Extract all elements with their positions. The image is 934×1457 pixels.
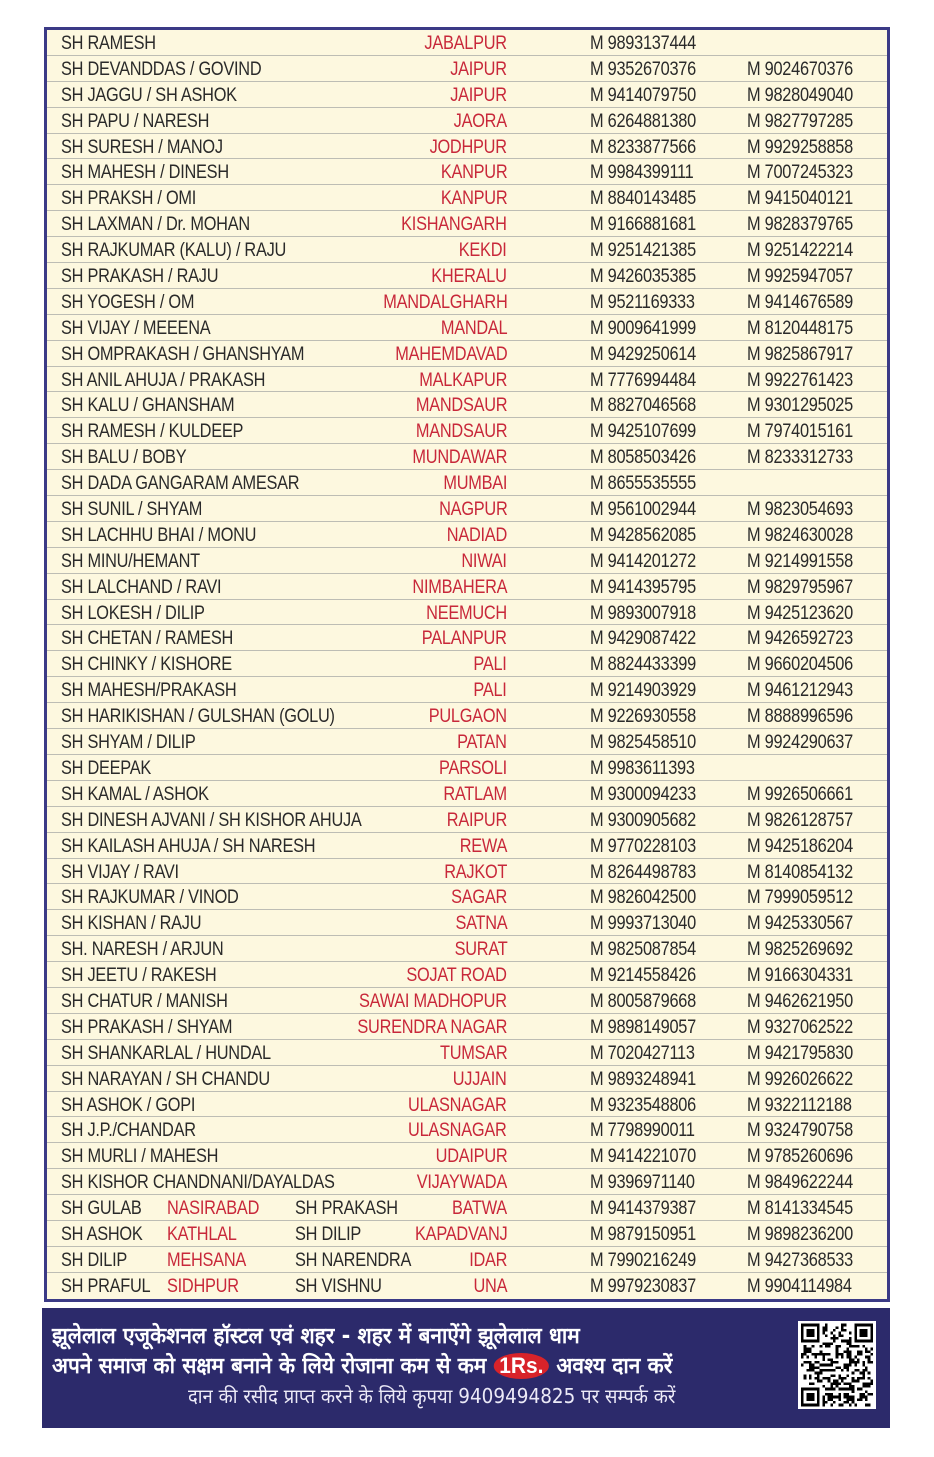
city-name: VIJAYWADA [416,1172,507,1194]
qr-code-icon[interactable] [798,1321,876,1409]
mobile-primary: M 9214903929 [590,680,696,702]
mobile-primary: M 9300094233 [590,783,696,805]
mobile-primary: M 9898149057 [590,1016,696,1038]
mobile-secondary: M 7999059512 [747,887,853,909]
contact-name: SH JAGGU / SH ASHOK [61,84,237,106]
mobile-primary: M 7020427113 [590,1042,695,1064]
table-row-split [47,1273,887,1299]
banner-contact-line: दान की रसीद प्राप्त करने के लिये कृपया 9409494825 पर सम्पर्क करें [188,1384,676,1408]
table-row [47,574,887,600]
mobile-secondary: M 7974015161 [747,421,853,443]
mobile-secondary: M 9462621950 [747,990,853,1012]
mobile-primary: M 8840143485 [590,188,696,210]
table-row [47,625,887,651]
contact-name: SH ASHOK / GOPI [61,1094,196,1116]
mobile-secondary: M 9922761423 [747,369,853,391]
city-name: NIWAI [461,550,507,572]
mobile-secondary: M 9824630028 [747,524,853,546]
one-rupee-badge: 1Rs. [494,1353,550,1379]
table-row [47,108,887,134]
mobile-primary: M 8824433399 [590,654,696,676]
contact-name-2: SH NARENDRA [295,1249,412,1271]
contact-name: SH SUNIL / SHYAM [61,499,203,521]
mobile-secondary: M 9425330567 [747,913,853,935]
city-name-1: NASIRABAD [167,1198,260,1220]
city-name: MANDSAUR [415,395,507,417]
mobile-secondary: M 9322112188 [747,1094,852,1116]
city-name: MANDAL [440,317,507,339]
contact-name: SH BALU / BOBY [61,447,187,469]
mobile-primary: M 9300905682 [590,809,696,831]
table-row [47,211,887,237]
city-name: ULASNAGAR [408,1120,507,1142]
contact-name: SH PRAKASH / RAJU [61,266,219,288]
mobile-primary: M 9561002944 [590,499,696,521]
mobile-secondary: M 8233312733 [747,447,853,469]
banner-appeal [52,1350,672,1380]
mobile-secondary: M 9926026622 [747,1068,853,1090]
contact-name: SH KISHAN / RAJU [61,913,202,935]
mobile-secondary: M 9827797285 [747,110,853,132]
contact-name: SH ANIL AHUJA / PRAKASH [61,369,266,391]
city-name: NIMBAHERA [412,576,507,598]
contact-name-2: SH DILIP [295,1223,362,1245]
mobile-primary: M 9770228103 [590,835,696,857]
table-row [47,341,887,367]
mobile-secondary: M 8888996596 [747,706,853,728]
mobile-primary: M 9984399111 [590,162,694,184]
mobile-primary: M 9352670376 [590,58,696,80]
mobile-secondary: M 9825867917 [747,343,853,365]
city-name: TUMSAR [439,1042,507,1064]
mobile-secondary: M 9660204506 [747,654,853,676]
city-name: SURAT [454,939,507,961]
city-name: NADIAD [446,524,507,546]
mobile-secondary: M 9829795967 [747,576,853,598]
contact-name: SH MINU/HEMANT [61,550,200,572]
mobile-secondary: M 9828379765 [747,214,853,236]
mobile-secondary: M 9414676589 [747,291,853,313]
table-row [47,263,887,289]
mobile-primary: M 9414201272 [590,550,696,572]
table-row [47,1143,887,1169]
contact-name: SH YOGESH / OM [61,291,195,313]
mobile-primary: M 6264881380 [590,110,696,132]
city-name: MUMBAI [443,473,507,495]
city-name: MANDSAUR [415,421,507,443]
mobile-primary: M 9825458510 [590,732,696,754]
city-name: PALANPUR [422,628,507,650]
city-name: PALI [473,654,507,676]
table-row [47,82,887,108]
contact-name: SH. NARESH / ARJUN [61,939,224,961]
city-name: SATNA [455,913,507,935]
mobile-secondary: M 9324790758 [747,1120,853,1142]
mobile-primary: M 9521169333 [590,291,695,313]
mobile-primary: M 7798990011 [590,1120,695,1142]
contact-table [44,27,890,1302]
contact-name: SH KAMAL / ASHOK [61,783,209,805]
mobile-secondary: M 9415040121 [747,188,853,210]
table-row [47,755,887,781]
contact-name: SH SURESH / MANOJ [61,136,223,158]
contact-name: SH DADA GANGARAM AMESAR [61,473,300,495]
mobile-primary: M 9993713040 [590,913,696,935]
mobile-primary: M 9893248941 [590,1068,696,1090]
city-name: NEEMUCH [426,602,507,624]
contact-name: SH CHINKY / KISHORE [61,654,232,676]
mobile-primary: M 9226930558 [590,706,696,728]
table-row-split [47,1247,887,1273]
mobile-secondary: M 9828049040 [747,84,853,106]
contact-name: SH LOKESH / DILIP [61,602,205,624]
mobile-primary: M 9009641999 [590,317,696,339]
table-row [47,237,887,263]
contact-name: SH LAXMAN / Dr. MOHAN [61,214,250,236]
mobile-secondary: M 9785260696 [747,1146,853,1168]
contact-name: SH LALCHAND / RAVI [61,576,222,598]
mobile-secondary: M 9929258858 [747,136,853,158]
mobile-secondary: M 9427368533 [747,1249,853,1271]
mobile-secondary: M 8140854132 [747,861,853,883]
city-name: SURENDRA NAGAR [357,1016,507,1038]
city-name: KHERALU [431,266,507,288]
table-row [47,444,887,470]
table-row [47,833,887,859]
mobile-secondary: M 9166304331 [747,965,853,987]
mobile-primary: M 9251421385 [590,240,696,262]
table-row [47,496,887,522]
contact-name-1: SH PRAFUL [61,1275,151,1297]
mobile-secondary: M 9823054693 [747,499,853,521]
city-name: SAGAR [451,887,507,909]
city-name: KEKDI [459,240,507,262]
banner-headline: झूलेलाल एजूकेशनल हॉस्टल एवं शहर - शहर में बनाऐंगे झूलेलाल धाम [52,1324,580,1349]
table-row [47,289,887,315]
table-row [47,936,887,962]
mobile-secondary: M 9425123620 [747,602,853,624]
mobile-secondary: M 9926506661 [747,783,853,805]
mobile-secondary: M 9898236200 [747,1223,853,1245]
mobile-secondary: M 8120448175 [747,317,853,339]
contact-name-2: SH VISHNU [295,1275,382,1297]
contact-name: SH RAJKUMAR (KALU) / RAJU [61,240,287,262]
city-name: MUNDAWAR [412,447,507,469]
mobile-secondary: M 9825269692 [747,939,853,961]
mobile-primary: M 8264498783 [590,861,696,883]
contact-name: SH LACHHU BHAI / MONU [61,524,257,546]
city-name: KANPUR [440,188,507,210]
mobile-primary: M 9983611393 [590,757,695,779]
contact-name: SH DEEPAK [61,757,152,779]
city-name: JAIPUR [450,84,507,106]
contact-name: SH MAHESH / DINESH [61,162,229,184]
mobile-primary: M 9429087422 [590,628,696,650]
mobile-primary: M 9425107699 [590,421,696,443]
table-row [47,1117,887,1143]
contact-name: SH RAMESH [61,33,156,54]
city-name: NAGPUR [438,499,507,521]
city-name-1: KATHLAL [167,1223,237,1245]
table-row [47,56,887,82]
mobile-primary: M 9214558426 [590,965,696,987]
table-row [47,185,887,211]
city-name-2: BATWA [452,1198,507,1220]
contact-name: SH RAMESH / KULDEEP [61,421,244,443]
mobile-primary: M 8233877566 [590,136,696,158]
mobile-secondary: M 9426592723 [747,628,853,650]
mobile-primary: M 8827046568 [590,395,696,417]
table-row [47,1040,887,1066]
contact-name: SH VIJAY / MEEENA [61,317,211,339]
city-name: PULGAON [428,706,507,728]
table-row [47,807,887,833]
city-name: ULASNAGAR [408,1094,507,1116]
mobile-secondary: M 9925947057 [747,266,853,288]
banner-appeal-text: अपने समाज को सक्षम बनाने के लिये रोजाना कम से कम [52,1354,487,1379]
mobile-primary: M 7776994484 [590,369,696,391]
banner-appeal-text-end: अवश्य दान करें [556,1354,673,1379]
city-name: PARSOLI [439,757,507,779]
table-row-split [47,1221,887,1247]
mobile-secondary: M 9425186204 [747,835,853,857]
city-name-2: KAPADVANJ [414,1223,507,1245]
city-name: SAWAI MADHOPUR [359,990,507,1012]
table-row [47,884,887,910]
contact-name: SH KAILASH AHUJA / SH NARESH [61,835,316,857]
mobile-primary: M 9826042500 [590,887,696,909]
mobile-primary: M 9166881681 [590,214,696,236]
contact-name: SH PAPU / NARESH [61,110,210,132]
mobile-primary: M 9414379387 [590,1198,696,1220]
city-name-1: SIDHPUR [167,1275,239,1297]
mobile-primary: M 9396971140 [590,1172,695,1194]
contact-name-1: SH DILIP [61,1249,128,1271]
mobile-primary: M 9893137444 [590,33,696,54]
mobile-primary: M 9414221070 [590,1146,696,1168]
city-name: KANPUR [440,162,507,184]
contact-name: SH KALU / GHANSHAM [61,395,235,417]
contact-name: SH MURLI / MAHESH [61,1146,219,1168]
city-name: REWA [459,835,507,857]
contact-name-1: SH ASHOK [61,1223,143,1245]
contact-name: SH PRAKSH / OMI [61,188,197,210]
contact-name: SH SHYAM / DILIP [61,732,196,754]
mobile-secondary: M 8141334545 [747,1198,853,1220]
contact-name: SH CHETAN / RAMESH [61,628,234,650]
city-name: RATLAM [443,783,507,805]
contact-name-1: SH GULAB [61,1198,142,1220]
table-row [47,522,887,548]
mobile-secondary: M 9849622244 [747,1172,853,1194]
mobile-primary: M 8655535555 [590,473,696,495]
mobile-primary: M 8005879668 [590,990,696,1012]
city-name: JABALPUR [424,33,507,54]
contact-name: SH NARAYAN / SH CHANDU [61,1068,270,1090]
table-row [47,859,887,885]
contact-name: SH VIJAY / RAVI [61,861,179,883]
city-name: MANDALGHARH [382,291,507,313]
mobile-secondary: M 9024670376 [747,58,853,80]
city-name: MALKAPUR [419,369,507,391]
city-name: UJJAIN [453,1068,507,1090]
mobile-secondary: M 9251422214 [747,240,853,262]
mobile-secondary: M 9904114984 [747,1275,852,1297]
mobile-primary: M 9879150951 [590,1223,696,1245]
table-row [47,703,887,729]
table-row [47,1014,887,1040]
mobile-primary: M 9414395795 [590,576,696,598]
city-name: UDAIPUR [435,1146,507,1168]
mobile-primary: M 9323548806 [590,1094,696,1116]
table-row [47,1092,887,1118]
table-row [47,367,887,393]
contact-name: SH HARIKISHAN / GULSHAN (GOLU) [61,706,335,728]
contact-name: SH DEVANDDAS / GOVIND [61,58,262,80]
contact-name: SH PRAKASH / SHYAM [61,1016,233,1038]
city-name: MAHEMDAVAD [394,343,507,365]
contact-name: SH SHANKARLAL / HUNDAL [61,1042,271,1064]
contact-name: SH CHATUR / MANISH [61,990,228,1012]
city-name: JAIPUR [450,58,507,80]
contact-name: SH MAHESH/PRAKASH [61,680,237,702]
donation-banner [42,1308,890,1428]
city-name: KISHANGARH [401,214,507,236]
mobile-secondary: M 9301295025 [747,395,853,417]
mobile-secondary: M 7007245323 [747,162,853,184]
contact-name: SH RAJKUMAR / VINOD [61,887,239,909]
mobile-primary: M 9426035385 [590,266,696,288]
mobile-secondary: M 9924290637 [747,732,853,754]
mobile-secondary: M 9214991558 [747,550,853,572]
table-row [47,962,887,988]
contact-name: SH KISHOR CHANDNANI/DAYALDAS [61,1172,335,1194]
table-row [47,418,887,444]
city-name: JAORA [453,110,507,132]
mobile-primary: M 9429250614 [590,343,696,365]
mobile-primary: M 8058503426 [590,447,696,469]
table-row [47,134,887,160]
city-name-2: IDAR [468,1249,507,1271]
city-name: JODHPUR [429,136,507,158]
table-row [47,910,887,936]
table-row [47,1169,887,1195]
table-row [47,988,887,1014]
table-row [47,30,887,56]
mobile-secondary: M 9461212943 [747,680,853,702]
table-row [47,1066,887,1092]
mobile-primary: M 9979230837 [590,1275,696,1297]
city-name: RAIPUR [446,809,507,831]
city-name: PALI [473,680,507,702]
contact-name: SH J.P./CHANDAR [61,1120,196,1142]
mobile-secondary: M 9826128757 [747,809,853,831]
contact-name: SH JEETU / RAKESH [61,965,217,987]
mobile-primary: M 7990216249 [590,1249,696,1271]
contact-name: SH DINESH AJVANI / SH KISHOR AHUJA [61,809,362,831]
city-name: SOJAT ROAD [406,965,507,987]
city-name: RAJKOT [444,861,507,883]
city-name: PATAN [457,732,507,754]
table-row [47,470,887,496]
table-row [47,392,887,418]
mobile-primary: M 9825087854 [590,939,696,961]
city-name-1: MEHSANA [167,1249,247,1271]
table-row [47,548,887,574]
mobile-primary: M 9414079750 [590,84,696,106]
table-row [47,315,887,341]
city-name-2: UNA [473,1275,507,1297]
mobile-secondary: M 9421795830 [747,1042,853,1064]
table-row [47,651,887,677]
mobile-secondary: M 9327062522 [747,1016,853,1038]
contact-name: SH OMPRAKASH / GHANSHYAM [61,343,305,365]
table-row [47,600,887,626]
table-row [47,159,887,185]
table-row [47,677,887,703]
table-row [47,781,887,807]
mobile-primary: M 9893007918 [590,602,696,624]
mobile-primary: M 9428562085 [590,524,696,546]
table-row-split [47,1195,887,1221]
table-row [47,729,887,755]
contact-name-2: SH PRAKASH [295,1198,398,1220]
